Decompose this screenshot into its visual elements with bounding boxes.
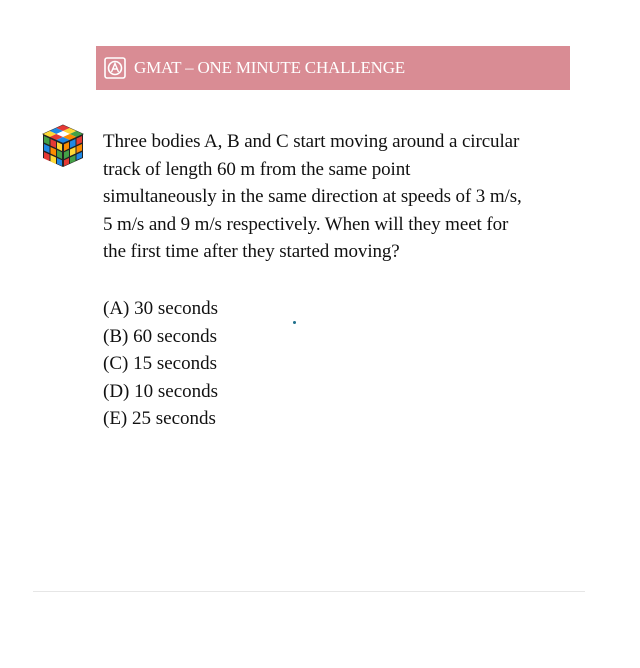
option-b: (B) 60 seconds — [103, 325, 217, 347]
header-banner — [96, 46, 570, 90]
question-line: 5 m/s and 9 m/s respectively. When will they meet for — [103, 213, 509, 235]
option-a: (A) 30 seconds — [103, 298, 219, 319]
rubiks-cube-icon — [40, 123, 86, 169]
answer-options — [103, 295, 218, 433]
option-e: (E) 25 seconds — [103, 408, 216, 429]
stray-dot — [293, 321, 296, 324]
question-line: simultaneously in the same direction at speeds of 3 m/s, — [103, 186, 522, 207]
a-logo-icon — [104, 57, 126, 79]
option-d: (D) 10 seconds — [103, 380, 219, 402]
question-line: Three bodies A, B and C start moving around a circular — [103, 131, 520, 152]
header-title: GMAT – ONE MINUTE CHALLENGE — [134, 58, 405, 77]
option-c: (C) 15 seconds — [103, 353, 217, 374]
question-text — [103, 128, 573, 266]
divider — [33, 591, 585, 592]
question-line: track of length 60 m from the same point — [103, 158, 411, 180]
question-line: the first time after they started moving? — [103, 241, 400, 262]
